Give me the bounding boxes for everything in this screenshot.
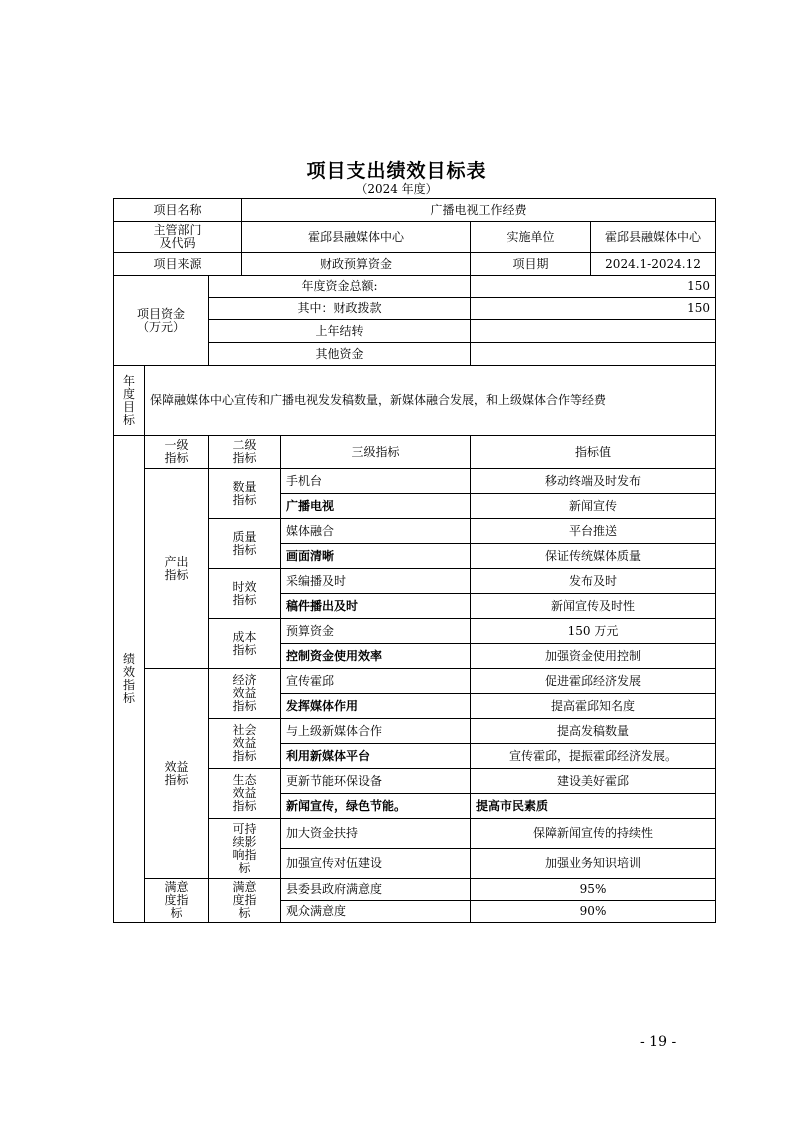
indicator-value: 提高发稿数量 — [471, 719, 716, 744]
group-label-line: 效益 — [232, 786, 257, 800]
indicators-label-char: 效 — [122, 665, 135, 679]
group-label-line: 生态 — [232, 773, 257, 787]
source-row — [114, 253, 716, 276]
satisfaction-label-line: 满意 — [164, 880, 189, 894]
funds-carryover-value — [471, 320, 716, 343]
page-title: 项目支出绩效目标表 — [306, 160, 487, 182]
annual-goal-label-char: 目 — [122, 399, 135, 414]
annual-goal-label-char: 年 — [122, 373, 135, 388]
project-name-row — [114, 199, 716, 222]
implementing-unit-value: 霍邱县融媒体中心 — [591, 222, 716, 253]
group-label-line: 指标 — [232, 699, 257, 713]
indicator-value: 保证传统媒体质量 — [471, 544, 716, 569]
source-value: 财政预算资金 — [242, 253, 471, 276]
indicator-value: 移动终端及时发布 — [471, 469, 716, 494]
annual-goal-label-char: 度 — [122, 386, 135, 401]
annual-goal-text: 保障融媒体中心宣传和广播电视发发稿数量，新媒体融合发展，和上级媒体合作等经费 — [145, 366, 716, 436]
indicator-name: 加大资金扶持 — [281, 819, 471, 849]
quality-indicator-label — [209, 519, 281, 569]
implementing-unit-label: 实施单位 — [471, 222, 591, 253]
department-label-line2: 及代码 — [159, 236, 196, 250]
funds-fiscal-value: 150 — [471, 298, 716, 320]
indicator-name: 手机台 — [281, 469, 471, 494]
project-name-label: 项目名称 — [114, 199, 242, 222]
indicator-value: 新闻宣传 — [471, 494, 716, 519]
indicator-value: 150 万元 — [471, 619, 716, 644]
indicator-value: 提高霍邱知名度 — [471, 694, 716, 719]
indicator-name: 利用新媒体平台 — [281, 744, 471, 769]
indicator-row — [114, 469, 716, 494]
indicator-value: 90% — [471, 901, 716, 923]
page-subtitle: （2024 年度） — [355, 182, 438, 196]
indicator-value: 发布及时 — [471, 569, 716, 594]
indicator-name: 宣传霍邱 — [281, 669, 471, 694]
indicator-name: 画面清晰 — [281, 544, 471, 569]
satisfaction-subindicator-label — [209, 879, 281, 923]
header-level3: 三级指标 — [281, 436, 471, 469]
group-label-line: 指标 — [232, 749, 257, 763]
header-level1-line: 一级 — [164, 438, 189, 452]
header-level2 — [209, 436, 281, 469]
indicator-value: 新闻宣传及时性 — [471, 594, 716, 619]
indicator-value: 建设美好霍邱 — [471, 769, 716, 794]
performance-goal-table — [113, 198, 716, 923]
satisfaction-label-line: 度指 — [164, 893, 189, 907]
funds-fiscal-label: 其中：财政拨款 — [209, 298, 471, 320]
header-value: 指标值 — [471, 436, 716, 469]
group-label-line: 可持 — [232, 821, 257, 836]
funds-label — [114, 276, 209, 366]
annual-goal-label — [114, 366, 145, 436]
period-value: 2024.1-2024.12 — [591, 253, 716, 276]
benefit-label-line: 效益 — [164, 759, 189, 774]
indicator-row — [114, 879, 716, 901]
group-label-line: 经济 — [232, 673, 257, 687]
page-number: - 19 - — [640, 1034, 677, 1050]
group-label-line: 效益 — [232, 736, 257, 750]
funds-total-value: 150 — [471, 276, 716, 298]
department-label-line1: 主管部门 — [153, 223, 202, 237]
cost-indicator-label — [209, 619, 281, 669]
header-level1 — [145, 436, 209, 469]
timeliness-indicator-label — [209, 569, 281, 619]
indicator-value: 保障新闻宣传的持续性 — [471, 819, 716, 849]
indicators-section-label — [114, 436, 145, 923]
group-label-line: 质量 — [232, 529, 257, 544]
indicator-name: 广播电视 — [281, 494, 471, 519]
output-label-line: 指标 — [164, 567, 189, 582]
benefit-indicator-label — [145, 669, 209, 879]
indicators-label-char: 指 — [122, 678, 135, 692]
indicator-row — [114, 669, 716, 694]
funds-label-line1: 项目资金 — [136, 306, 185, 321]
indicator-value: 宣传霍邱，提振霍邱经济发展。 — [471, 744, 716, 769]
group-label-line: 效益 — [232, 686, 257, 700]
group-label-line: 指标 — [232, 592, 257, 607]
output-label-line: 产出 — [164, 554, 189, 569]
indicator-name: 控制资金使用效率 — [281, 644, 471, 669]
indicator-name: 更新节能环保设备 — [281, 769, 471, 794]
department-value: 霍邱县融媒体中心 — [242, 222, 471, 253]
indicators-label-char: 绩 — [122, 652, 135, 666]
economic-benefit-label — [209, 669, 281, 719]
indicator-name: 县委县政府满意度 — [281, 879, 471, 901]
group-label-line: 指标 — [232, 542, 257, 557]
group-label-line: 标 — [238, 860, 251, 875]
satisfaction-indicator-label — [145, 879, 209, 923]
indicator-header-row — [114, 436, 716, 469]
header-level2-line: 指标 — [232, 451, 257, 465]
output-indicator-label — [145, 469, 209, 669]
group-label-line: 指标 — [232, 492, 257, 507]
indicator-name: 稿件播出及时 — [281, 594, 471, 619]
source-label: 项目来源 — [114, 253, 242, 276]
header-level2-line: 二级 — [232, 438, 257, 452]
header-level1-line: 指标 — [164, 451, 189, 465]
indicator-name: 与上级新媒体合作 — [281, 719, 471, 744]
benefit-label-line: 指标 — [164, 772, 189, 787]
funds-label-line2: （万元） — [136, 319, 185, 334]
indicator-name: 采编播及时 — [281, 569, 471, 594]
indicator-name: 新闻宣传，绿色节能。 — [281, 794, 471, 819]
department-row — [114, 222, 716, 253]
funds-other-value — [471, 343, 716, 366]
funds-total-label: 年度资金总额: — [209, 276, 471, 298]
group-label-line: 指标 — [232, 799, 257, 813]
indicator-value: 促进霍邱经济发展 — [471, 669, 716, 694]
indicator-value: 95% — [471, 879, 716, 901]
indicator-value: 加强资金使用控制 — [471, 644, 716, 669]
social-benefit-label — [209, 719, 281, 769]
ecological-benefit-label — [209, 769, 281, 819]
funds-carryover-label: 上年结转 — [209, 320, 471, 343]
period-label: 项目期 — [471, 253, 591, 276]
group-label-line: 响指 — [232, 847, 257, 862]
indicator-value: 加强业务知识培训 — [471, 849, 716, 879]
group-label-line: 度指 — [232, 893, 257, 907]
annual-goal-label-char: 标 — [122, 412, 135, 427]
group-label-line: 满意 — [232, 880, 257, 894]
department-label — [114, 222, 242, 253]
indicators-label-char: 标 — [122, 691, 135, 705]
indicator-name: 媒体融合 — [281, 519, 471, 544]
project-name-value: 广播电视工作经费 — [242, 199, 716, 222]
group-label-line: 续影 — [232, 834, 257, 849]
indicator-value: 提高市民素质 — [471, 794, 716, 819]
indicator-value: 平台推送 — [471, 519, 716, 544]
indicator-name: 预算资金 — [281, 619, 471, 644]
group-label-line: 成本 — [232, 629, 257, 644]
quantity-indicator-label — [209, 469, 281, 519]
indicator-name: 观众满意度 — [281, 901, 471, 923]
group-label-line: 时效 — [232, 579, 257, 594]
group-label-line: 标 — [238, 906, 251, 920]
annual-goal-row — [114, 366, 716, 436]
funds-other-label: 其他资金 — [209, 343, 471, 366]
group-label-line: 社会 — [232, 723, 257, 737]
indicator-name: 发挥媒体作用 — [281, 694, 471, 719]
group-label-line: 数量 — [232, 479, 257, 494]
sustainability-label — [209, 819, 281, 879]
satisfaction-label-line: 标 — [170, 906, 183, 920]
group-label-line: 指标 — [232, 642, 257, 657]
funds-total-row — [114, 276, 716, 298]
indicator-name: 加强宣传对伍建设 — [281, 849, 471, 879]
